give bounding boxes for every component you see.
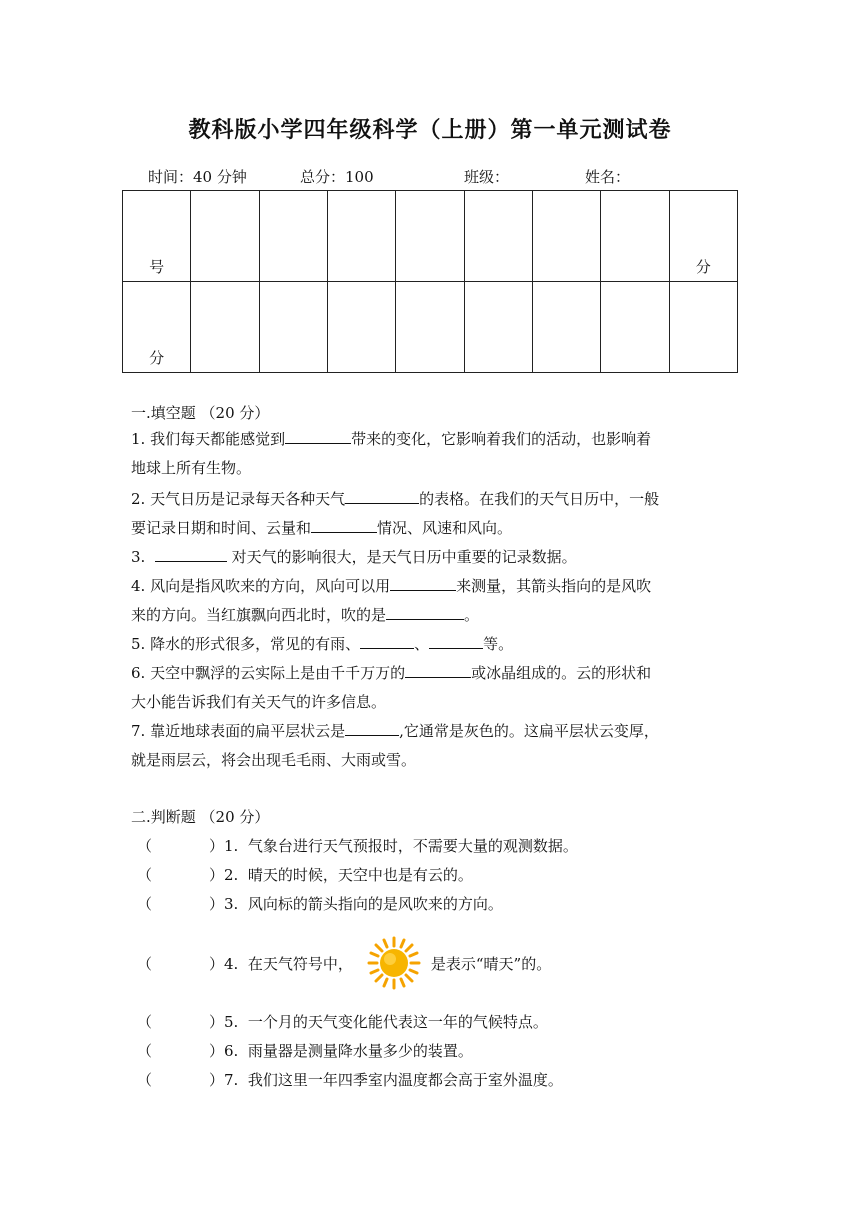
score-cell[interactable] [532,282,600,373]
score-cell[interactable] [191,191,259,282]
sun-icon [367,936,421,994]
answer-blank[interactable] [386,602,464,620]
answer-blank[interactable] [311,515,377,533]
question-1: 1. 我们每天都能感觉到 带来的变化，它影响着我们的活动，也影响着 [131,425,736,453]
row-header-score: 分 [123,282,191,373]
answer-blank[interactable] [155,544,227,562]
question-6: 6. 天空中飘浮的云实际上是由千千万万的 或冰晶组成的。云的形状和 [131,659,736,687]
judge-item-1: （ ）1. 气象台进行天气预报时，不需要大量的观测数据。 [137,837,578,855]
score-cell[interactable] [601,191,669,282]
time-label: 时间：40 分钟 [148,168,247,186]
score-row [123,282,738,373]
question-1-cont: 地球上所有生物。 [131,459,252,477]
question-3: 3. 对天气的影响很大，是天气日历中重要的记录数据。 [131,543,736,571]
answer-paren[interactable]: （ [137,1042,153,1060]
score-cell[interactable] [327,191,395,282]
question-2-cont: 要记录日期和时间、云量和 情况、风速和风向。 [131,514,736,542]
judge-item-6: （ ）6. 雨量器是测量降水量多少的装置。 [137,1042,473,1060]
question-number-row [123,191,738,282]
section-fill-blank-heading: 一.填空题 （20 分） [131,404,270,422]
score-cell[interactable] [327,282,395,373]
judge-item-4: （ ）4. 在天气符号中， 是表示“晴天”的。 [137,936,551,994]
total-score-label: 总分：100 [300,168,374,186]
page-title: 教科版小学四年级科学（上册）第一单元测试卷 [188,117,672,143]
answer-blank[interactable] [345,718,399,736]
judge-item-5: （ ）5. 一个月的天气变化能代表这一年的气候特点。 [137,1013,548,1031]
judge-item-3: （ ）3. 风向标的箭头指向的是风吹来的方向。 [137,895,503,913]
judge-item-2: （ ）2. 晴天的时候，天空中也是有云的。 [137,866,473,884]
judge-item-7: （ ）7. 我们这里一年四季室内温度都会高于室外温度。 [137,1071,563,1089]
score-table [122,190,738,373]
answer-paren[interactable]: （ [137,1013,153,1031]
answer-paren[interactable]: （ [137,895,153,913]
score-cell[interactable] [396,282,464,373]
answer-blank[interactable] [285,426,351,444]
score-cell[interactable] [191,282,259,373]
score-cell[interactable] [259,191,327,282]
answer-blank[interactable] [360,631,414,649]
answer-blank[interactable] [390,573,456,591]
score-cell[interactable] [259,282,327,373]
score-cell[interactable] [601,282,669,373]
question-7-cont: 就是雨层云，将会出现毛毛雨、大雨或雪。 [131,751,417,769]
question-2: 2. 天气日历是记录每天各种天气 的表格。在我们的天气日历中，一般 [131,485,736,513]
answer-blank[interactable] [405,660,471,678]
score-cell[interactable] [464,282,532,373]
section-true-false-heading: 二.判断题 （20 分） [131,808,270,826]
answer-paren[interactable]: （ [137,866,153,884]
question-4-cont: 来的方向。当红旗飘向西北时，吹的是 。 [131,601,736,629]
question-5: 5. 降水的形式很多，常见的有雨、 、 等。 [131,630,736,658]
class-label: 班级： [464,168,510,186]
score-cell[interactable] [464,191,532,282]
name-label: 姓名： [585,168,631,186]
row-header-number: 号 [123,191,191,282]
score-cell[interactable] [669,282,737,373]
question-6-cont: 大小能告诉我们有关天气的许多信息。 [131,693,387,711]
answer-paren[interactable]: （ [137,837,153,855]
score-cell[interactable] [532,191,600,282]
row-header-total: 分 [669,191,737,282]
question-7: 7. 靠近地球表面的扁平层状云是 ,它通常是灰色的。这扁平层状云变厚， [131,717,736,745]
answer-paren[interactable]: （ [137,1071,153,1089]
score-cell[interactable] [396,191,464,282]
answer-paren[interactable]: （ [137,955,153,973]
question-4: 4. 风向是指风吹来的方向，风向可以用 来测量，其箭头指向的是风吹 [131,572,736,600]
answer-blank[interactable] [345,486,419,504]
answer-blank[interactable] [429,631,483,649]
